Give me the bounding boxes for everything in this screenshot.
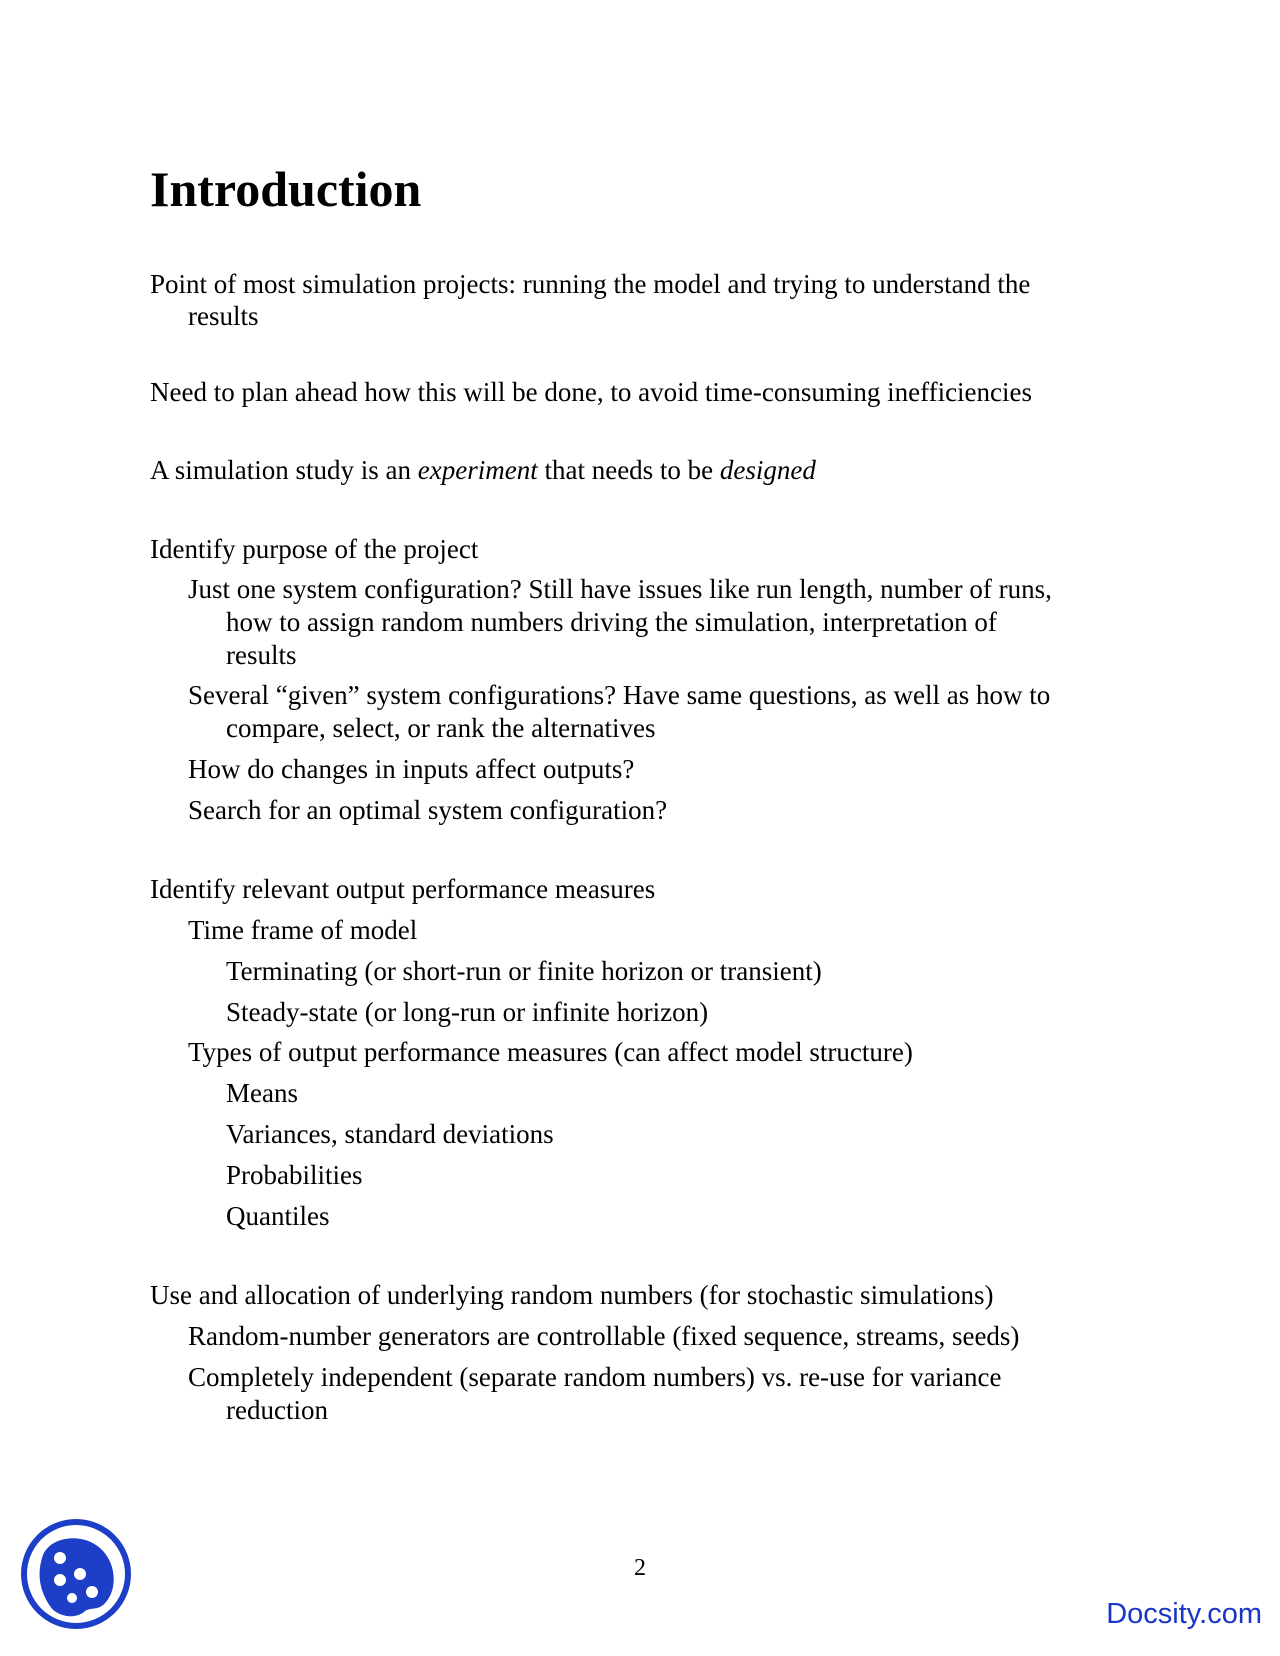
measures-variances: Variances, standard deviations bbox=[226, 1119, 554, 1149]
measures-steady-state: Steady-state (or long-run or infinite horizon) bbox=[226, 997, 709, 1027]
measures-means: Means bbox=[226, 1078, 298, 1108]
page-title: Introduction bbox=[150, 161, 422, 217]
random-item-generators: Random-number generators are controllable (fixed sequence, streams, seeds) bbox=[188, 1321, 1020, 1351]
emphasis-experiment: experiment bbox=[417, 455, 538, 485]
measures-probabilities: Probabilities bbox=[226, 1160, 363, 1190]
purpose-item-optimal-config: Search for an optimal system configuration? bbox=[188, 795, 668, 825]
purpose-item-several-configs-line-1: Several “given” system configurations? Have same questions, as well as how to bbox=[188, 680, 1051, 710]
measures-terminating: Terminating (or short-run or finite horizon or transient) bbox=[226, 956, 822, 986]
random-item-independent-line-1: Completely independent (separate random numbers) vs. re-use for variance bbox=[188, 1362, 1002, 1392]
purpose-item-inputs-outputs: How do changes in inputs affect outputs? bbox=[188, 754, 635, 784]
docsity-brand-link[interactable]: Docsity.com bbox=[1106, 1598, 1262, 1630]
purpose-item-one-config-line-1: Just one system configuration? Still have issues like run length, number of runs, bbox=[188, 574, 1052, 604]
page-number: 2 bbox=[634, 1555, 646, 1581]
emphasis-designed: designed bbox=[719, 455, 816, 485]
section-heading-purpose: Identify purpose of the project bbox=[150, 534, 479, 564]
paragraph-experiment-text-1: A simulation study is an bbox=[150, 455, 418, 485]
section-heading-measures: Identify relevant output performance measures bbox=[150, 874, 656, 904]
paragraph-plan-ahead: Need to plan ahead how this will be done, to avoid time-consuming inefficiencies bbox=[150, 377, 1033, 407]
section-heading-random-numbers: Use and allocation of underlying random numbers (for stochastic simulations) bbox=[150, 1280, 994, 1310]
paragraph-simulation-point-line-1: Point of most simulation projects: running the model and trying to understand the bbox=[150, 269, 1031, 299]
measures-types: Types of output performance measures (can affect model structure) bbox=[188, 1037, 913, 1067]
paragraph-simulation-point-line-2: results bbox=[188, 301, 259, 331]
purpose-item-several-configs-line-2: compare, select, or rank the alternatives bbox=[226, 713, 656, 743]
paragraph-experiment bbox=[150, 454, 816, 487]
docsity-logo-icon bbox=[20, 1518, 132, 1630]
purpose-item-one-config-line-3: results bbox=[226, 640, 297, 670]
measures-quantiles: Quantiles bbox=[226, 1201, 330, 1231]
random-item-independent-line-2: reduction bbox=[226, 1395, 328, 1425]
purpose-item-one-config-line-2: how to assign random numbers driving the simulation, interpretation of bbox=[226, 607, 997, 637]
paragraph-experiment-text-2: that needs to be bbox=[537, 455, 720, 485]
measures-time-frame: Time frame of model bbox=[188, 915, 418, 945]
